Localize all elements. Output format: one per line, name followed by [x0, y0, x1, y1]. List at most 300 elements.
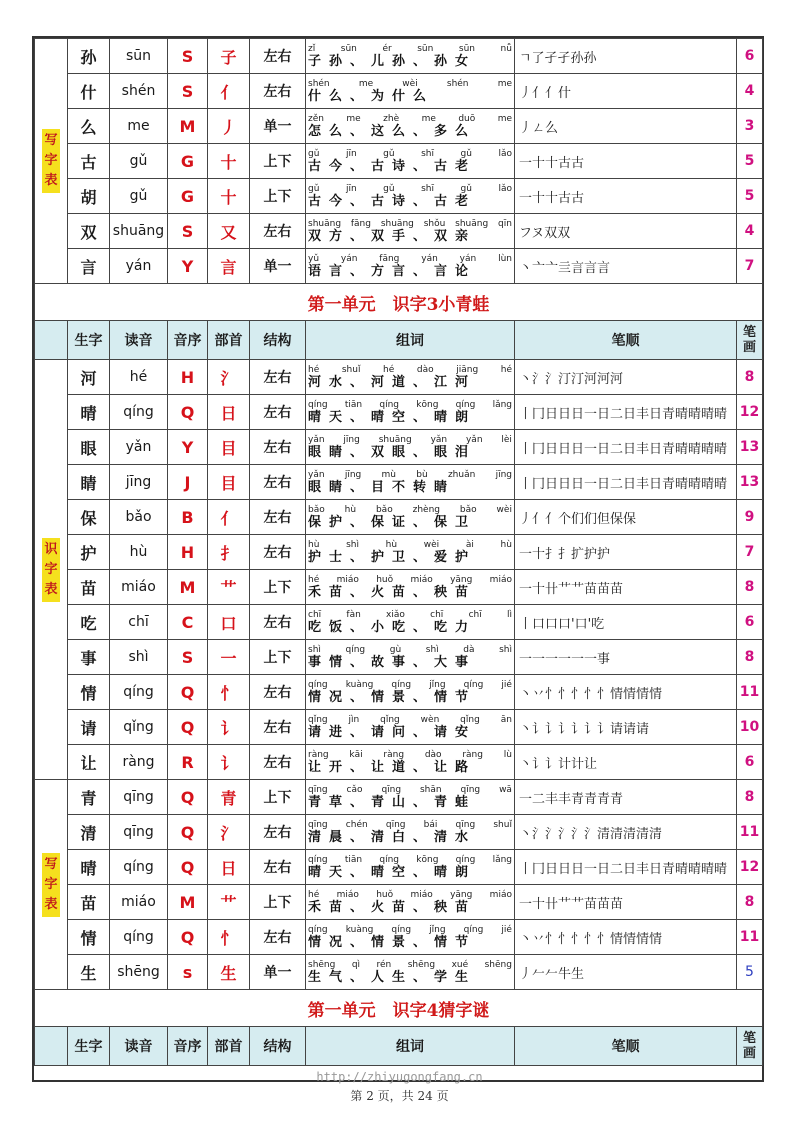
word-pinyin: kāi — [349, 749, 363, 760]
phonetic-order: S — [168, 74, 208, 109]
stroke-order: 丶亠亠亖言言言 — [515, 249, 737, 284]
header-cell: 笔顺 — [515, 321, 737, 360]
word-pinyin: yán — [421, 253, 438, 264]
word-hanzi: 禾苗、火苗、秧苗 — [308, 584, 477, 600]
word-pinyin-row — [308, 44, 512, 54]
word-hanzi-row — [308, 159, 512, 174]
radical: 青 — [208, 780, 250, 815]
word-pinyin: zhuǎn — [447, 469, 476, 480]
word-pinyin: lǎo — [498, 183, 512, 194]
stroke-count: 11 — [737, 920, 763, 955]
structure: 左右 — [250, 535, 306, 570]
phonetic-order: Q — [168, 815, 208, 850]
character: 河 — [68, 360, 110, 395]
structure: 左右 — [250, 500, 306, 535]
header-cell: 笔顺 — [515, 1027, 737, 1066]
phonetic-order: R — [168, 745, 208, 780]
word-hanzi-row — [308, 375, 512, 390]
word-pinyin: bǎo — [308, 504, 325, 515]
character: 言 — [68, 249, 110, 284]
stroke-order: 一一一一一一事 — [515, 640, 737, 675]
word-pinyin: duō — [458, 113, 476, 124]
pinyin: gǔ — [110, 144, 168, 179]
stroke-order: フヌ双双 — [515, 214, 737, 249]
word-pinyin: bǎo — [459, 504, 477, 515]
radical: 亻 — [208, 74, 250, 109]
word-hanzi: 什么、为什么 — [308, 88, 435, 104]
character: 眼 — [68, 430, 110, 465]
char-row — [35, 395, 763, 430]
word-hanzi: 语言、方言、言论 — [308, 263, 477, 279]
word-pinyin-row — [308, 960, 512, 970]
phonetic-order: S — [168, 640, 208, 675]
word-pinyin: qíng — [379, 854, 400, 865]
stroke-order: 丿𠂉𠂉牛生 — [515, 955, 737, 990]
word-pinyin: shēng — [308, 959, 336, 970]
character: 苗 — [68, 885, 110, 920]
radical: 言 — [208, 249, 250, 284]
word-pinyin: fāng — [379, 253, 400, 264]
word-pinyin: me — [346, 113, 361, 124]
word-group — [306, 535, 515, 570]
stroke-count: 7 — [737, 535, 763, 570]
word-pinyin: wèi — [402, 78, 418, 89]
word-pinyin: me — [497, 113, 512, 124]
word-group — [306, 605, 515, 640]
word-pinyin: gù — [389, 644, 402, 655]
stroke-order: 丶氵氵氵氵氵清清清清清 — [515, 815, 737, 850]
word-pinyin: xiǎo — [386, 609, 405, 620]
word-pinyin-row — [308, 645, 512, 655]
phonetic-order: M — [168, 109, 208, 144]
structure: 左右 — [250, 850, 306, 885]
word-hanzi-row — [308, 550, 512, 565]
section-badge: 写字表 — [42, 129, 60, 193]
word-pinyin: qì — [351, 959, 361, 970]
word-group — [306, 850, 515, 885]
word-pinyin: sūn — [458, 43, 475, 54]
pinyin: qíng — [110, 395, 168, 430]
character: 情 — [68, 675, 110, 710]
pinyin: qíng — [110, 675, 168, 710]
word-group — [306, 955, 515, 990]
word-pinyin: qíng — [455, 399, 476, 410]
char-row — [35, 500, 763, 535]
structure: 单一 — [250, 955, 306, 990]
phonetic-order: Y — [168, 249, 208, 284]
word-group — [306, 360, 515, 395]
word-pinyin: jīng — [344, 469, 362, 480]
word-pinyin: hé — [308, 574, 320, 585]
character: 胡 — [68, 179, 110, 214]
word-pinyin: shuāng — [380, 218, 414, 229]
character: 请 — [68, 710, 110, 745]
word-pinyin: yǎn — [430, 434, 448, 445]
word-pinyin: gǔ — [460, 183, 472, 194]
word-pinyin: lùn — [498, 253, 512, 264]
word-pinyin: qíng — [463, 679, 484, 690]
word-pinyin-row — [308, 680, 512, 690]
word-pinyin: jǐng — [429, 679, 446, 690]
character: 什 — [68, 74, 110, 109]
word-pinyin: miáo — [336, 889, 359, 900]
character: 晴 — [68, 395, 110, 430]
header-cell: 结构 — [250, 1027, 306, 1066]
char-row — [35, 710, 763, 745]
word-hanzi: 怎么、这么、多么 — [308, 123, 477, 139]
header-row — [35, 321, 763, 360]
word-pinyin: xué — [451, 959, 469, 970]
pinyin: qíng — [110, 850, 168, 885]
stroke-count: 13 — [737, 465, 763, 500]
structure: 左右 — [250, 710, 306, 745]
word-pinyin: shén — [446, 78, 469, 89]
word-pinyin: qǐng — [308, 714, 328, 725]
character: 清 — [68, 815, 110, 850]
word-pinyin: wèi — [423, 539, 440, 550]
lesson-title: 第一单元 识字4猜字谜 — [35, 990, 763, 1027]
word-pinyin: shì — [499, 644, 512, 655]
word-hanzi: 古今、古诗、古老 — [308, 193, 477, 209]
word-pinyin: qíng — [379, 399, 400, 410]
stroke-order: 一十卄艹艹苗苗苗 — [515, 885, 737, 920]
word-pinyin: qīng — [308, 784, 328, 795]
radical: 日 — [208, 850, 250, 885]
word-pinyin: miáo — [489, 889, 512, 900]
phonetic-order: G — [168, 179, 208, 214]
word-pinyin: gǔ — [308, 183, 320, 194]
stroke-order: 丨冂日日日一日二日丰日青晴晴晴晴 — [515, 430, 737, 465]
radical: 艹 — [208, 885, 250, 920]
word-pinyin-row — [308, 855, 512, 865]
word-hanzi: 子孙、儿孙、孙女 — [308, 53, 477, 69]
character: 孙 — [68, 39, 110, 74]
pinyin: shì — [110, 640, 168, 675]
word-group — [306, 179, 515, 214]
char-row — [35, 570, 763, 605]
word-pinyin: qīng — [455, 819, 476, 830]
word-pinyin: cǎo — [346, 784, 363, 795]
pinyin: ràng — [110, 745, 168, 780]
word-pinyin: qíng — [308, 854, 328, 865]
word-pinyin: kuàng — [345, 679, 374, 690]
word-pinyin: chén — [345, 819, 368, 830]
word-pinyin: dào — [416, 364, 434, 375]
word-pinyin: yǎn — [308, 434, 325, 445]
word-hanzi: 情况、情景、情节 — [308, 934, 477, 950]
word-hanzi-row — [308, 410, 512, 425]
word-pinyin: qíng — [391, 924, 412, 935]
phonetic-order: S — [168, 39, 208, 74]
pinyin: jīng — [110, 465, 168, 500]
pinyin: hé — [110, 360, 168, 395]
header-cell: 读音 — [110, 1027, 168, 1066]
word-hanzi-row — [308, 445, 512, 460]
char-row — [35, 640, 763, 675]
phonetic-order: S — [168, 214, 208, 249]
word-pinyin-row — [308, 365, 512, 375]
char-row — [35, 214, 763, 249]
char-row — [35, 745, 763, 780]
word-pinyin: shī — [421, 183, 435, 194]
stroke-count: 9 — [737, 500, 763, 535]
word-pinyin: sūn — [417, 43, 434, 54]
phonetic-order: M — [168, 570, 208, 605]
radical: 十 — [208, 179, 250, 214]
stroke-count: 8 — [737, 885, 763, 920]
word-pinyin-row — [308, 540, 512, 550]
word-hanzi-row — [308, 54, 512, 69]
word-hanzi: 眼睛、双眼、眼泪 — [308, 444, 477, 460]
radical: 氵 — [208, 360, 250, 395]
char-row — [35, 535, 763, 570]
word-pinyin: lì — [506, 609, 512, 620]
stroke-count: 4 — [737, 74, 763, 109]
character: 让 — [68, 745, 110, 780]
stroke-count: 5 — [737, 955, 763, 990]
lesson-title-row — [35, 990, 763, 1027]
word-hanzi: 古今、古诗、古老 — [308, 158, 477, 174]
stroke-order: 一十十古古 — [515, 144, 737, 179]
lesson-title-row — [35, 284, 763, 321]
word-pinyin: chī — [308, 609, 322, 620]
stroke-order: 一二丰丰青青青青 — [515, 780, 737, 815]
word-hanzi-row — [308, 830, 512, 845]
char-row — [35, 920, 763, 955]
stroke-count: 11 — [737, 815, 763, 850]
pinyin: qīng — [110, 815, 168, 850]
pinyin: miáo — [110, 885, 168, 920]
word-pinyin: dà — [463, 644, 475, 655]
radical: 子 — [208, 39, 250, 74]
char-row — [35, 360, 763, 395]
word-pinyin: lù — [503, 749, 512, 760]
word-hanzi-row — [308, 690, 512, 705]
pinyin: chī — [110, 605, 168, 640]
stroke-count: 5 — [737, 179, 763, 214]
phonetic-order: Q — [168, 675, 208, 710]
stroke-count: 13 — [737, 430, 763, 465]
word-pinyin: qīng — [308, 819, 328, 830]
char-row — [35, 74, 763, 109]
char-row — [35, 850, 763, 885]
phonetic-order: M — [168, 885, 208, 920]
stroke-count: 8 — [737, 640, 763, 675]
structure: 左右 — [250, 920, 306, 955]
word-pinyin: miáo — [410, 889, 433, 900]
word-pinyin: qīng — [385, 819, 406, 830]
word-group — [306, 710, 515, 745]
char-row — [35, 430, 763, 465]
word-hanzi-row — [308, 725, 512, 740]
stroke-count: 6 — [737, 605, 763, 640]
word-group — [306, 109, 515, 144]
pinyin: me — [110, 109, 168, 144]
header-cell: 部首 — [208, 1027, 250, 1066]
word-pinyin: ràng — [462, 749, 483, 760]
word-pinyin: kōng — [416, 399, 439, 410]
word-pinyin: wèn — [420, 714, 440, 725]
radical: 口 — [208, 605, 250, 640]
stroke-order: 一十扌扌扩护护 — [515, 535, 737, 570]
word-pinyin-row — [308, 750, 512, 760]
word-pinyin: hù — [500, 539, 512, 550]
pinyin: qǐng — [110, 710, 168, 745]
word-pinyin: kuàng — [345, 924, 374, 935]
radical: 目 — [208, 430, 250, 465]
structure: 单一 — [250, 109, 306, 144]
phonetic-order: Q — [168, 710, 208, 745]
word-pinyin: yāng — [450, 574, 473, 585]
header-cell: 笔画 — [737, 321, 763, 360]
word-pinyin: mù — [381, 469, 396, 480]
stroke-order: 丨冂日日日一日二日丰日青晴晴晴晴 — [515, 465, 737, 500]
character: 生 — [68, 955, 110, 990]
word-pinyin: gǔ — [308, 148, 320, 159]
word-pinyin: qíng — [308, 399, 328, 410]
word-hanzi: 让开、让道、让路 — [308, 759, 477, 775]
character: 么 — [68, 109, 110, 144]
word-hanzi-row — [308, 865, 512, 880]
word-hanzi: 河水、河道、江河 — [308, 374, 477, 390]
section-label — [35, 39, 68, 284]
footer-url[interactable]: http://zhiyugongfang.cn — [316, 1070, 483, 1084]
word-pinyin: zǐ — [308, 43, 316, 54]
word-pinyin: hé — [383, 364, 395, 375]
word-pinyin: hù — [344, 504, 357, 515]
header-cell: 生字 — [68, 321, 110, 360]
word-pinyin: ài — [465, 539, 474, 550]
word-pinyin-row — [308, 114, 512, 124]
word-pinyin: jīng — [495, 469, 512, 480]
radical: 丿 — [208, 109, 250, 144]
word-pinyin: ràng — [308, 749, 329, 760]
section-badge: 写字表 — [42, 853, 60, 917]
structure: 左右 — [250, 360, 306, 395]
word-pinyin: shēng — [484, 959, 512, 970]
word-pinyin: me — [497, 78, 512, 89]
stroke-count: 6 — [737, 745, 763, 780]
word-hanzi-row — [308, 480, 512, 495]
word-pinyin: shuǐ — [341, 364, 361, 375]
word-pinyin-row — [308, 890, 512, 900]
word-pinyin: gǔ — [383, 183, 395, 194]
phonetic-order: C — [168, 605, 208, 640]
phonetic-order: Q — [168, 920, 208, 955]
stroke-count: 8 — [737, 360, 763, 395]
header-blank — [35, 1027, 68, 1066]
word-pinyin: shī — [421, 148, 435, 159]
word-pinyin: qīn — [498, 218, 512, 229]
pinyin: yán — [110, 249, 168, 284]
radical: 讠 — [208, 745, 250, 780]
word-pinyin: fāng — [350, 218, 371, 229]
word-pinyin: qíng — [455, 854, 476, 865]
phonetic-order: Q — [168, 850, 208, 885]
header-cell: 组词 — [306, 1027, 515, 1066]
pinyin: gǔ — [110, 179, 168, 214]
word-group — [306, 144, 515, 179]
section-badge: 识字表 — [42, 538, 60, 602]
word-group — [306, 500, 515, 535]
phonetic-order: J — [168, 465, 208, 500]
radical: 扌 — [208, 535, 250, 570]
pinyin: sūn — [110, 39, 168, 74]
pinyin: yǎn — [110, 430, 168, 465]
section-label — [35, 360, 68, 780]
word-pinyin: ān — [500, 714, 512, 725]
word-group — [306, 465, 515, 500]
word-pinyin: jìn — [348, 714, 360, 725]
structure: 上下 — [250, 570, 306, 605]
character: 事 — [68, 640, 110, 675]
phonetic-order: Q — [168, 395, 208, 430]
radical: 忄 — [208, 920, 250, 955]
word-group — [306, 745, 515, 780]
header-cell: 读音 — [110, 321, 168, 360]
word-pinyin: fàn — [346, 609, 361, 620]
word-pinyin: jīn — [345, 183, 357, 194]
pinyin: hù — [110, 535, 168, 570]
stroke-order: 丶讠讠计计让 — [515, 745, 737, 780]
word-hanzi: 护士、护卫、爱护 — [308, 549, 477, 565]
word-pinyin: miáo — [489, 574, 512, 585]
stroke-count: 4 — [737, 214, 763, 249]
stroke-order: ㄱ了孑孑孙孙 — [515, 39, 737, 74]
word-hanzi: 眼睛、目不转睛 — [308, 479, 456, 495]
char-row — [35, 144, 763, 179]
word-group — [306, 249, 515, 284]
radical: 忄 — [208, 675, 250, 710]
section-label — [35, 780, 68, 990]
word-pinyin: gǔ — [383, 148, 395, 159]
word-pinyin-row — [308, 925, 512, 935]
structure: 左右 — [250, 465, 306, 500]
character: 古 — [68, 144, 110, 179]
stroke-count: 12 — [737, 850, 763, 885]
char-row — [35, 885, 763, 920]
word-pinyin: yán — [340, 253, 358, 264]
word-pinyin-row — [308, 184, 512, 194]
word-pinyin: shì — [425, 644, 439, 655]
word-group — [306, 395, 515, 430]
structure: 单一 — [250, 249, 306, 284]
char-row — [35, 249, 763, 284]
word-pinyin: lèi — [501, 434, 512, 445]
stroke-order: 丶氵氵汀汀河河河 — [515, 360, 737, 395]
word-pinyin: huǒ — [376, 889, 394, 900]
word-pinyin: qíng — [391, 679, 412, 690]
character: 吃 — [68, 605, 110, 640]
stroke-count: 6 — [737, 39, 763, 74]
word-pinyin: zhè — [383, 113, 400, 124]
char-row — [35, 109, 763, 144]
word-hanzi: 清晨、清白、清水 — [308, 829, 477, 845]
word-pinyin: jiāng — [456, 364, 479, 375]
header-blank — [35, 321, 68, 360]
word-pinyin: shǒu — [423, 218, 446, 229]
word-pinyin: gǔ — [460, 148, 472, 159]
pinyin: shén — [110, 74, 168, 109]
char-row — [35, 675, 763, 710]
word-pinyin: me — [421, 113, 436, 124]
word-pinyin: jǐng — [429, 924, 446, 935]
word-pinyin: lǎng — [492, 854, 512, 865]
structure: 左右 — [250, 214, 306, 249]
word-hanzi: 双方、双手、双亲 — [308, 228, 477, 244]
header-cell: 组词 — [306, 321, 515, 360]
word-hanzi: 晴天、晴空、晴朗 — [308, 409, 477, 425]
